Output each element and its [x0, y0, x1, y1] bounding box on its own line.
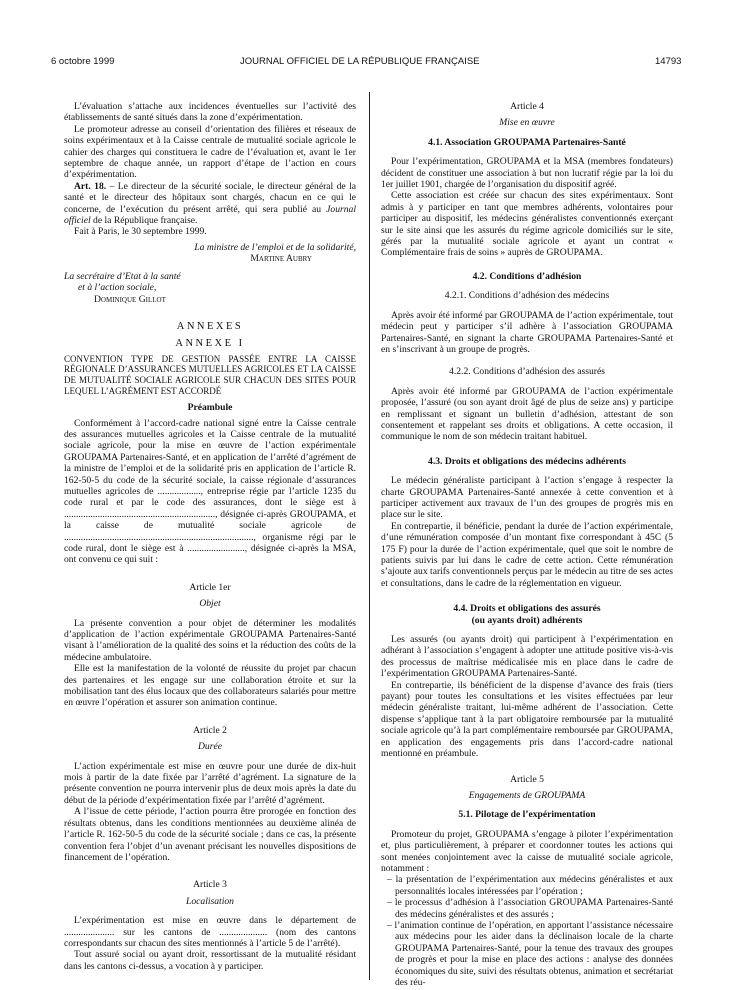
- paragraph: A l’issue de cette période, l’action pourra être prorogée en fonction des résultats obtenus, dans les conditions mentionnées au deuxième alinéa de l’article R. 162-50-5 du code de la sécurité sociale ; dans ce cas, la présente convention fera l’objet d’un avenant précisant les nouvelles dispositions de financement de l’opération.: [64, 806, 356, 863]
- preambule-heading: Préambule: [187, 402, 233, 414]
- header-page-number: 14793: [655, 56, 682, 67]
- paragraph: Pour l’expérimentation, GROUPAMA et la MSA (membres fondateurs) décident de constituer une association à but non lucratif régie par la loi du 1er juillet 1901, chargée de l’organisation du dispositif agréé.: [381, 156, 673, 191]
- list-item: – la présentation de l’expérimentation aux médecins généralistes et aux personnalités locales intéressées par l’opération ;: [387, 874, 673, 897]
- article-2-title: Article 2: [193, 724, 227, 736]
- article-3-title: Article 3: [193, 879, 227, 891]
- paragraph: La présente convention a pour objet de déterminer les modalités d’application de l’action expérimentale GROUPAMA Partenaires-Santé visant à l’amélioration de la qualité des soins et la réduction des coûts de la médecine ambulatoire.: [64, 617, 356, 663]
- paragraph: Elle est la manifestation de la volonté de réussite du projet par chacun des partenaires et les engage sur une collaboration étroite et sur la mobilisation tant des élus locaux que des collaborateurs salariés pour mettre en œuvre l’opération et assurer son animation continue.: [64, 663, 356, 709]
- section-4-2-2-heading: 4.2.2. Conditions d’adhésion des assurés: [449, 366, 605, 378]
- paragraph: Après avoir été informé par GROUPAMA de l’action expérimentale proposée, l’assuré (ou son ayant droit âgé de plus de seize ans) y participe en remplissant et signant un bulletin d’adhésion, attestant de son consentement et rappelant ses droits et obligations. A cette occasion, il communique le nom de son médecin traitant habituel.: [381, 385, 673, 443]
- article-18-text: – Le directeur de la sécurité sociale, le directeur général de la santé et le directeur des hôpitaux sont chargés, chacun en ce qui le concerne, de l’exécution du présent arrêté, qui sera publié au: [64, 180, 356, 215]
- article-18: [64, 181, 356, 227]
- paragraph: L’évaluation s’attache aux incidences éventuelles sur l’activité des établissements de santé situés dans la zone d’expérimentation.: [64, 101, 356, 124]
- header-date: 6 octobre 1999: [51, 56, 115, 67]
- paragraph: En contrepartie, il bénéficie, pendant la durée de l’action expérimentale, d’une rémunération composée d’un montant fixe correspondant à 45C (5 175 F) pour la durée de l’action expérimentale, quel que soit le nombre de patients suivis par lui dans le cadre de cette action. Cette rémunération s’ajoute aux tarifs conventionnels perçus par le médecin au titre de ses actes et consultations, dans le cadre de la réglementation en vigueur.: [381, 520, 673, 589]
- section-4-2-heading: 4.2. Conditions d’adhésion: [472, 270, 582, 282]
- paragraph: Promoteur du projet, GROUPAMA s’engage à piloter l’expérimentation et, plus particulièrement, à préparer et coordonner toutes les actions qui sont menées conjointement avec la caisse de mutualité sociale agricole, notamment :: [381, 828, 673, 874]
- article-4-title: Article 4: [510, 101, 544, 112]
- left-column: [64, 101, 356, 972]
- ministre-name: Martine Aubry: [250, 253, 312, 265]
- article-18-end: de la République française.: [90, 215, 198, 227]
- paragraph: Le médecin généraliste participant à l’action s’engage à respecter la charte GROUPAMA Partenaires-Santé annexée à cette convention et à participer activement aux travaux de l’un des groupes de progrès mis en place sur le site.: [381, 475, 673, 521]
- annexe-1-heading: ANNEXE I: [175, 338, 245, 350]
- paragraph: Après avoir été informé par GROUPAMA de l’action expérimentale, tout médecin peut y participer s’il adhère à l’association GROUPAMA Partenaires-Santé, en signant la charte GROUPAMA Partenaires-Santé et en s’inscrivant à un groupe de progrès.: [381, 309, 673, 355]
- page-header: [0, 0, 731, 70]
- paragraph: L’action expérimentale est mise en œuvre pour une durée de dix-huit mois à partir de la date fixée par l’arrêté d’agrément. La signature de la présente convention ne pourra intervenir plus de deux mois après la date du début de la période d’expérimentation fixée par l’arrêté d’agrément.: [64, 760, 356, 806]
- section-4-1-heading: 4.1. Association GROUPAMA Partenaires-Santé: [428, 136, 626, 148]
- column-divider: [369, 92, 370, 980]
- article-1-title: Article 1er: [189, 581, 231, 593]
- paragraph: L’expérimentation est mise en œuvre dans le département de ..................... sur les cantons de .................... (nom des cantons correspondants sur chacun des sites mentionnés à l’article 5 de l’arrêté).: [64, 915, 356, 949]
- right-column: [381, 101, 673, 988]
- article-1-subtitle: Objet: [199, 598, 221, 610]
- section-4-4-heading-line-2: (ou ayants droit) adhérents: [471, 614, 583, 626]
- convention-title: CONVENTION TYPE DE GESTION PASSÉE ENTRE LA CAISSE RÉGIONALE D’ASSURANCES MUTUELLES AGRICOLES ET LA CAISSE DE MUTUALITÉ SOCIALE AGRICOLE SUR CHACUN DES SITES POUR LEQUEL L’AGRÉMENT EST ACCORDÉ: [64, 353, 356, 396]
- annexes-heading: ANNEXES: [176, 320, 244, 332]
- ministre-title: La ministre de l’emploi et de la solidarité,: [194, 241, 356, 253]
- article-3-subtitle: Localisation: [186, 895, 234, 907]
- paragraph: Tout assuré social ou ayant droit, ressortissant de la mutualité résidant dans les cantons ci-dessus, a vocation à y participer.: [64, 949, 356, 972]
- article-5-subtitle: Engagements de GROUPAMA: [468, 789, 586, 801]
- paragraph: Cette association est créée sur chacun des sites expérimentaux. Sont admis à y participer en tant que membres adhérents, volontaires pour participer au dispositif, les médecins généralistes conventionnés exerçant sur le site ainsi que les assurés du régime agricole domiciliés sur le site, gérés par la mutualité sociale agricole et ayant un contrat « Complémentaire frais de soins » auprès de GROUPAMA.: [381, 190, 673, 259]
- header-journal-title: JOURNAL OFFICIEL DE LA RÉPUBLIQUE FRANÇAISE: [240, 56, 480, 67]
- paragraph: Les assurés (ou ayants droit) qui participent à l’expérimentation en adhérant à l’association s’engagent à adopter une attitude positive vis-à-vis des processus de maîtrise médicalisée mis en place dans le cadre de l’expérimentation GROUPAMA Partenaires-Santé.: [381, 634, 673, 680]
- article-2-subtitle: Durée: [198, 741, 222, 753]
- paragraph: En contrepartie, ils bénéficient de la dispense d’avance des frais (tiers payant) pour toutes les consultations et les visites effectuées par leur médecin généraliste traitant, lui-même adhérent de l’association. Cette dispense s’applique tant à la part obligatoire remboursée par la mutualité sociale agricole qu’à la part complémentaire remboursée par GROUPAMA, en application des engagements pris dans l’accord-cadre national mentionné en préambule.: [381, 679, 673, 760]
- article-5-title: Article 5: [510, 773, 544, 785]
- article-4-subtitle: Mise en œuvre: [499, 117, 555, 129]
- journal-officiel-italic: Journal officiel: [64, 203, 356, 227]
- article-18-label: Art. 18.: [74, 180, 107, 192]
- section-4-4-heading-line-1: 4.4. Droits et obligations des assurés: [453, 603, 601, 615]
- section-4-3-heading: 4.3. Droits et obligations des médecins adhérents: [428, 455, 626, 467]
- paragraph: Le promoteur adresse au conseil d’orientation des filières et réseaux de soins expérimentaux et à la Caisse centrale de mutualité sociale agricole le cahier des charges qui constituera le cadre de l’évaluation et, avant le 1er septembre de chaque année, un rapport d’étape de l’action en cours d’expérimentation.: [64, 123, 356, 181]
- section-5-1-heading: 5.1. Pilotage de l’expérimentation: [458, 809, 596, 821]
- secretaire-name: Dominique Gillot: [94, 293, 166, 305]
- secretaire-title-1: La secrétaire d’Etat à la santé: [64, 270, 181, 282]
- list-item: – l’animation continue de l’opération, en apportant l’assistance nécessaire aux médecins pour les aider dans la déclinaison locale de la charte GROUPAMA Partenaires-Santé, pour la tenue des travaux des groupes de progrès et pour la mise en place des actions : analyse des données économiques du site, suivi des résultats obtenus, animation et secrétariat des réu-: [387, 919, 673, 988]
- preambule-text: Conformément à l’accord-cadre national signé entre la Caisse centrale des assurances mutuelles agricoles et la Caisse centrale de la mutualité sociale agricole, pour la mise en œuvre de l’action expérimentale GROUPAMA Partenaires-Santé, et en application de l’arrêté d’agrément de la ministre de l’emploi et de la solidarité pris en application de l’article R. 162-50-5 du code de la sécurité sociale, la caisse régionale d’assurances mutuelles agricoles de .................., entreprise régie par l’article 1235 du code rural et par le code des assurances, dont le siège est à ..............................................................., désignée ci-après GROUPAMA, et la caisse de mutualité sociale agricole de ..............................................................................., organisme régi par le code rural, dont le siège est à ........................, désignée ci-après la MSA, ont convenu ce qui suit :: [64, 417, 356, 566]
- section-4-2-1-heading: 4.2.1. Conditions d’adhésion des médecins: [444, 290, 610, 302]
- list-item: – le processus d’adhésion à l’association GROUPAMA Partenaires-Santé des médecins généralistes et des assurés ;: [387, 897, 673, 920]
- signature-date: Fait à Paris, le 30 septembre 1999.: [74, 226, 207, 238]
- secretaire-title-2: et à l’action sociale,: [78, 282, 157, 294]
